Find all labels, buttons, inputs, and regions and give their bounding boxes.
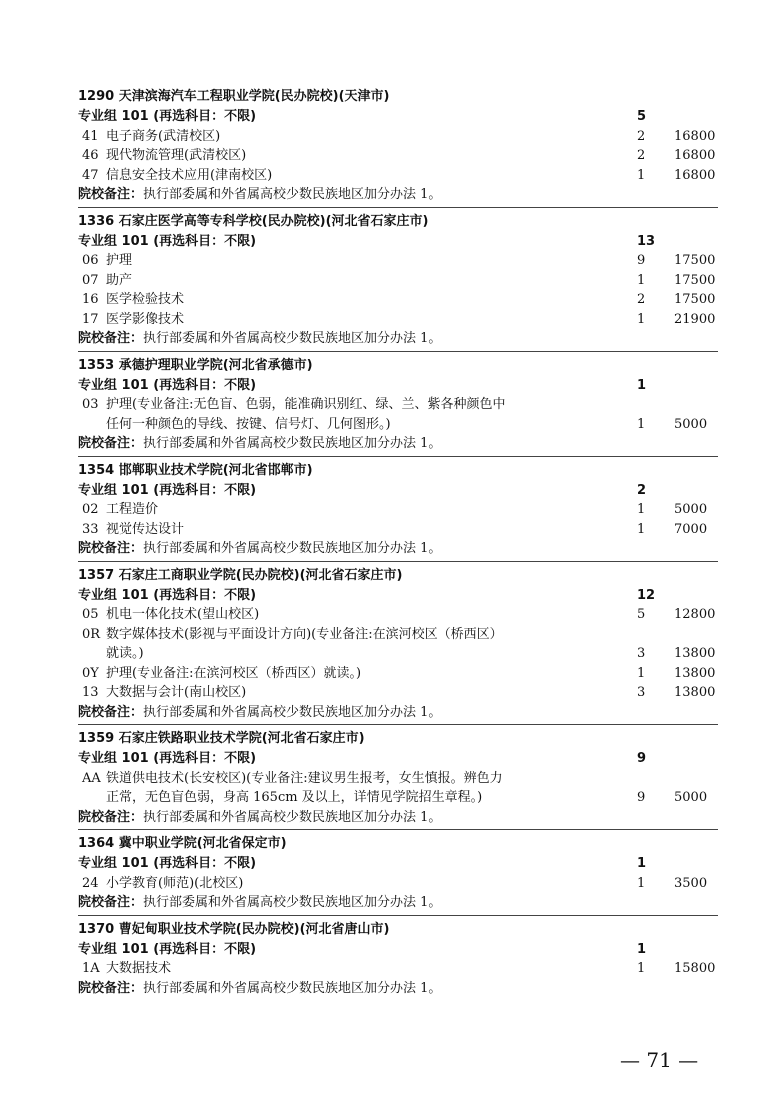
major-tuition: 16800 — [674, 167, 716, 183]
major-group-row — [78, 586, 718, 606]
school-note-text: 执行部委属和外省属高校少数民族地区加分办法 1。 — [143, 436, 442, 451]
major-row — [78, 874, 718, 894]
major-group-quota: 2 — [637, 482, 647, 498]
major-tuition: 3500 — [674, 875, 708, 891]
major-quota: 1 — [637, 961, 646, 976]
school-note-label: 院校备注： — [78, 541, 144, 556]
major-tuition: 16800 — [674, 128, 716, 144]
major-tuition: 15800 — [674, 961, 716, 976]
major-name: 信息安全技术应用(津南校区) — [106, 167, 273, 183]
school-divider — [78, 561, 718, 562]
major-tuition: 21900 — [674, 311, 716, 327]
school-note-label: 院校备注： — [78, 980, 144, 996]
major-quota: 1 — [637, 502, 646, 517]
major-group-quota: 13 — [637, 233, 656, 249]
major-quota: 1 — [637, 272, 646, 288]
major-code: 1A — [82, 961, 100, 976]
school-divider — [78, 351, 718, 352]
major-row — [78, 395, 718, 415]
school-note-label: 院校备注： — [78, 809, 144, 825]
major-row — [78, 166, 718, 186]
school-block — [78, 561, 718, 723]
major-name: 视觉传达设计 — [106, 521, 185, 537]
major-row-continued — [78, 415, 718, 435]
school-title: 1354 邯郸职业技术学院(河北省邯郸市) — [78, 462, 313, 478]
school-note-label: 院校备注： — [78, 704, 144, 720]
major-name-continued: 就读。) — [106, 646, 144, 661]
major-quota: 1 — [637, 665, 646, 681]
major-code: 46 — [82, 148, 99, 163]
major-row — [78, 959, 718, 979]
major-code: 07 — [82, 272, 99, 288]
major-tuition: 16800 — [674, 148, 716, 163]
school-note-text: 执行部委属和外省属高校少数民族地区加分办法 1。 — [143, 187, 442, 202]
school-note-label: 院校备注： — [78, 895, 144, 910]
major-row — [78, 625, 718, 645]
school-title: 1370 曹妃甸职业技术学院(民办院校)(河北省唐山市) — [78, 921, 390, 937]
school-note-row — [78, 808, 718, 828]
major-row — [78, 271, 718, 291]
major-code: 47 — [82, 167, 99, 183]
major-code: 16 — [82, 292, 99, 307]
school-note-row — [78, 329, 718, 349]
major-tuition: 13800 — [674, 685, 716, 700]
major-quota: 1 — [637, 416, 646, 432]
major-code: 24 — [82, 875, 99, 891]
major-row — [78, 310, 718, 330]
major-code: 41 — [82, 128, 99, 144]
major-row — [78, 146, 718, 166]
school-note-text: 执行部委属和外省属高校少数民族地区加分办法 1。 — [143, 541, 442, 556]
school-note-text: 执行部委属和外省属高校少数民族地区加分办法 1。 — [143, 980, 442, 996]
school-note-text: 执行部委属和外省属高校少数民族地区加分办法 1。 — [143, 704, 442, 720]
major-group-label: 专业组 101 (再选科目：不限) — [78, 941, 257, 957]
major-group-quota: 12 — [637, 587, 656, 603]
major-tuition: 12800 — [674, 607, 716, 622]
school-divider — [78, 915, 718, 916]
major-group-row — [78, 107, 718, 127]
major-group-row — [78, 940, 718, 960]
major-quota: 1 — [637, 311, 646, 327]
major-quota: 2 — [637, 148, 646, 163]
major-group-quota: 1 — [637, 856, 647, 871]
major-group-label: 专业组 101 (再选科目：不限) — [78, 482, 257, 498]
major-row — [78, 605, 718, 625]
major-quota: 1 — [637, 875, 646, 891]
major-tuition: 17500 — [674, 253, 716, 268]
major-name: 大数据技术 — [106, 961, 172, 976]
major-name: 工程造价 — [106, 502, 159, 517]
school-title: 1357 石家庄工商职业学院(民办院校)(河北省石家庄市) — [78, 567, 403, 583]
major-tuition: 13800 — [674, 665, 716, 681]
school-note-label: 院校备注： — [78, 187, 144, 202]
school-block — [78, 829, 718, 913]
major-group-row — [78, 376, 718, 396]
major-name-continued: 正常，无色盲色弱，身高 165cm 及以上，详情见学院招生章程。) — [106, 790, 483, 805]
page-number: — 71 — — [620, 1048, 699, 1072]
major-row — [78, 664, 718, 684]
school-note-row — [78, 703, 718, 723]
school-note-row — [78, 979, 718, 999]
school-block — [78, 207, 718, 349]
school-title: 1364 冀中职业学院(河北省保定市) — [78, 836, 287, 851]
major-name: 铁道供电技术(长安校区)(专业备注:建议男生报考，女生慎报。辨色力 — [106, 770, 503, 786]
major-quota: 9 — [637, 253, 646, 268]
major-row — [78, 500, 718, 520]
major-quota: 2 — [637, 292, 646, 307]
major-row-continued — [78, 788, 718, 808]
major-code: 02 — [82, 502, 99, 517]
school-block — [78, 456, 718, 559]
major-group-row — [78, 749, 718, 769]
major-tuition: 13800 — [674, 646, 716, 661]
major-group-quota: 1 — [637, 941, 647, 957]
major-group-row — [78, 481, 718, 501]
major-group-quota: 9 — [637, 751, 647, 766]
major-name: 机电一体化技术(望山校区) — [106, 607, 260, 622]
school-note-text: 执行部委属和外省属高校少数民族地区加分办法 1。 — [143, 809, 442, 825]
major-quota: 3 — [637, 646, 646, 661]
school-block — [78, 915, 718, 999]
school-divider — [78, 456, 718, 457]
school-title: 1353 承德护理职业学院(河北省承德市) — [78, 357, 313, 373]
major-quota: 2 — [637, 128, 646, 144]
major-name-continued: 任何一种颜色的导线、按键、信号灯、几何图形。) — [106, 416, 391, 432]
school-block — [78, 351, 718, 454]
major-code: 17 — [82, 311, 99, 327]
major-row — [78, 769, 718, 789]
school-block — [78, 87, 718, 205]
school-divider — [78, 207, 718, 208]
major-code: 33 — [82, 521, 99, 537]
school-note-label: 院校备注： — [78, 331, 144, 346]
major-tuition: 5000 — [674, 416, 708, 432]
major-group-quota: 1 — [637, 377, 647, 393]
school-title: 1290 天津滨海汽车工程职业学院(民办院校)(天津市) — [78, 89, 390, 104]
major-row — [78, 127, 718, 147]
school-note-label: 院校备注： — [78, 436, 144, 451]
school-note-text: 执行部委属和外省属高校少数民族地区加分办法 1。 — [143, 895, 442, 910]
major-code: 0R — [82, 626, 101, 642]
school-note-row — [78, 539, 718, 559]
major-name: 护理(专业备注:无色盲、色弱，能准确识别红、绿、兰、紫各种颜色中 — [106, 397, 506, 412]
major-group-label: 专业组 101 (再选科目：不限) — [78, 751, 257, 766]
major-name: 医学影像技术 — [106, 311, 185, 327]
major-group-label: 专业组 101 (再选科目：不限) — [78, 233, 257, 249]
major-group-label: 专业组 101 (再选科目：不限) — [78, 109, 257, 124]
major-group-row — [78, 232, 718, 252]
major-code: 05 — [82, 607, 99, 622]
major-name: 护理(专业备注:在滨河校区（桥西区）就读。) — [106, 665, 362, 681]
major-group-label: 专业组 101 (再选科目：不限) — [78, 856, 257, 871]
major-tuition: 5000 — [674, 790, 708, 805]
school-note-row — [78, 434, 718, 454]
major-code: 0Y — [82, 665, 99, 681]
major-group-label: 专业组 101 (再选科目：不限) — [78, 377, 257, 393]
major-quota: 1 — [637, 167, 646, 183]
school-note-row — [78, 185, 718, 205]
major-quota: 1 — [637, 521, 646, 537]
admission-plan-list — [78, 87, 718, 1000]
major-group-label: 专业组 101 (再选科目：不限) — [78, 587, 257, 603]
major-name: 小学教育(师范)(北校区) — [106, 875, 244, 891]
major-name: 现代物流管理(武清校区) — [106, 148, 247, 163]
school-title: 1359 石家庄铁路职业技术学院(河北省石家庄市) — [78, 731, 365, 746]
major-quota: 9 — [637, 790, 646, 805]
major-row-continued — [78, 644, 718, 664]
school-note-text: 执行部委属和外省属高校少数民族地区加分办法 1。 — [143, 331, 442, 346]
major-row — [78, 251, 718, 271]
major-group-row — [78, 854, 718, 874]
major-tuition: 7000 — [674, 521, 708, 537]
major-name: 医学检验技术 — [106, 292, 185, 307]
major-tuition: 17500 — [674, 272, 716, 288]
major-code: 06 — [82, 253, 99, 268]
major-code: 03 — [82, 397, 99, 412]
major-name: 电子商务(武清校区) — [106, 128, 221, 144]
major-row — [78, 290, 718, 310]
major-name: 大数据与会计(南山校区) — [106, 685, 247, 700]
major-tuition: 5000 — [674, 502, 708, 517]
school-divider — [78, 724, 718, 725]
major-quota: 3 — [637, 685, 646, 700]
major-quota: 5 — [637, 607, 646, 622]
major-tuition: 17500 — [674, 292, 716, 307]
school-divider — [78, 829, 718, 830]
major-row — [78, 520, 718, 540]
major-group-quota: 5 — [637, 109, 647, 124]
major-code: 13 — [82, 685, 99, 700]
major-code: AA — [82, 770, 101, 786]
school-block — [78, 724, 718, 827]
major-name: 助产 — [106, 272, 133, 288]
school-title: 1336 石家庄医学高等专科学校(民办院校)(河北省石家庄市) — [78, 213, 429, 229]
major-row — [78, 683, 718, 703]
major-name: 数字媒体技术(影视与平面设计方向)(专业备注:在滨河校区（桥西区） — [106, 626, 503, 642]
school-note-row — [78, 893, 718, 913]
major-name: 护理 — [106, 253, 133, 268]
